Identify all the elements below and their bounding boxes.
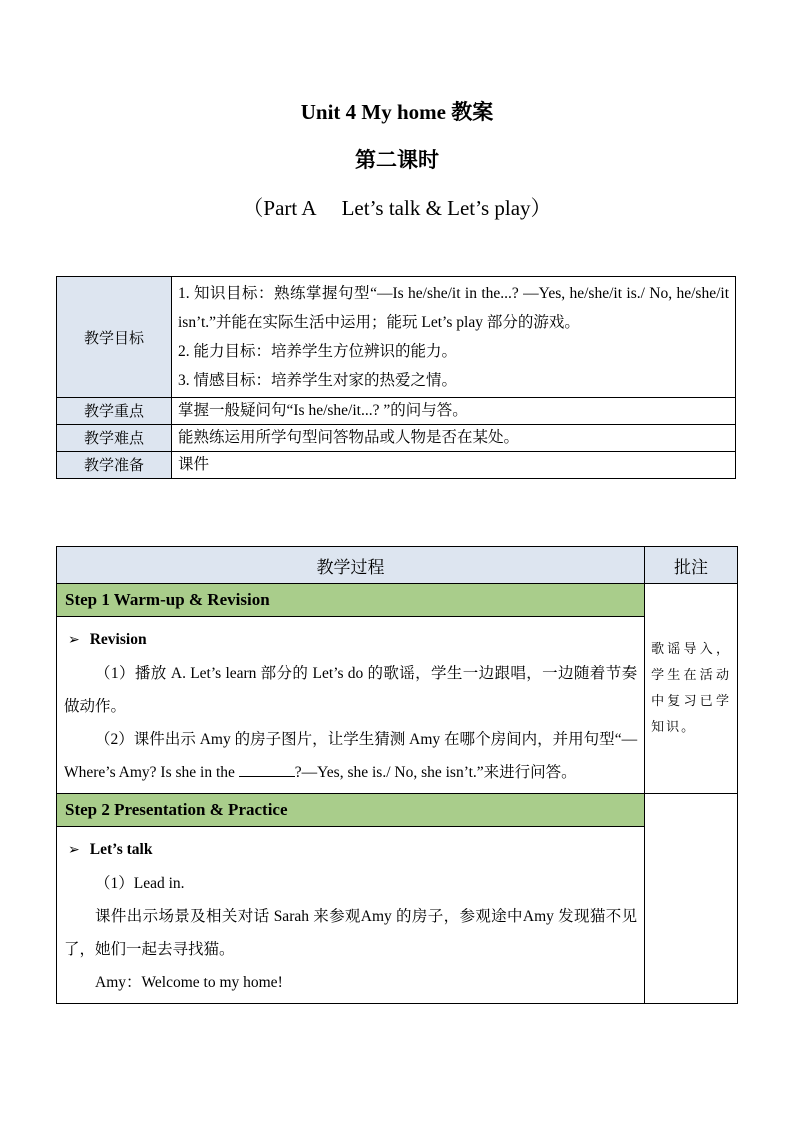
arrow-right-icon: ➢	[68, 632, 80, 648]
step-1-body	[57, 617, 645, 794]
table-row	[57, 425, 736, 452]
document-title: Unit 4 My home 教案	[300, 100, 494, 124]
step-1-title: Step 1 Warm-up & Revision	[57, 584, 645, 617]
objective-line: 2. 能力目标：培养学生方位辨识的能力。	[178, 343, 458, 360]
table-row	[57, 452, 736, 479]
paragraph: （1）播放 A. Let’s learn 部分的 Let’s do 的歌谣，学生一边跟唱，一边随着节奏做动作。	[64, 665, 638, 715]
step-1-note: 歌谣导入，学生在活动中复习已学知识。	[645, 584, 738, 794]
bullet-label: Let’s talk	[89, 841, 153, 858]
paragraph: Amy：Welcome to my home!	[95, 974, 283, 991]
bullet-item	[68, 833, 637, 867]
objective-line: 3. 情感目标：培养学生对家的热爱之情。	[178, 372, 458, 389]
step-2-note	[645, 794, 738, 1004]
step-title-row	[57, 584, 738, 617]
process-header: 教学过程	[57, 547, 645, 584]
step-body-row	[57, 617, 738, 794]
process-table	[56, 546, 738, 1004]
key-points-label: 教学重点	[57, 398, 172, 425]
step-title-row	[57, 794, 738, 827]
step-body-row	[57, 827, 738, 1004]
objective-line: 1. 知识目标：熟练掌握句型“—Is he/she/it in the...? —Yes, he/she/it is./ No, he/she/it isn’t.”并能在实际生活中运用；能玩 Let’s play 部分的游戏。	[178, 285, 729, 331]
lesson-subtitle: 第二课时	[355, 148, 439, 172]
blank-line	[239, 760, 295, 777]
objectives-table	[56, 276, 736, 479]
paragraph	[64, 723, 637, 789]
step-2-body	[57, 827, 645, 1004]
paragraph-text: （2）课件出示 Amy 的房子图片，让学生猜测 Amy 在哪个房间内，并用句型“—Where’s Amy? Is she in the	[64, 731, 638, 781]
preparation-content: 课件	[172, 452, 736, 479]
bullet-item	[68, 623, 637, 657]
bullet-label: Revision	[89, 631, 147, 648]
difficulty-content: 能熟练运用所学句型问答物品或人物是否在某处。	[172, 425, 736, 452]
table-row	[57, 398, 736, 425]
key-points-content: 掌握一般疑问句“Is he/she/it...? ”的问与答。	[172, 398, 736, 425]
paragraph-tail: ?—Yes, she is./ No, she isn’t.”来进行问答。	[294, 764, 577, 781]
table-row	[57, 277, 736, 398]
step-2-title: Step 2 Presentation & Practice	[57, 794, 645, 827]
objectives-label: 教学目标	[57, 277, 172, 398]
difficulty-label: 教学难点	[57, 425, 172, 452]
note-header: 批注	[645, 547, 738, 584]
paragraph: （1）Lead in.	[95, 875, 185, 892]
table-header-row	[57, 547, 738, 584]
objectives-content	[172, 277, 736, 398]
paragraph: 课件出示场景及相关对话 Sarah 来参观Amy 的房子，参观途中Amy 发现猫不见了，她们一起去寻找猫。	[64, 908, 638, 958]
arrow-right-icon: ➢	[68, 842, 80, 858]
lesson-part: （Part A Let’s talk & Let’s play）	[242, 196, 552, 220]
preparation-label: 教学准备	[57, 452, 172, 479]
